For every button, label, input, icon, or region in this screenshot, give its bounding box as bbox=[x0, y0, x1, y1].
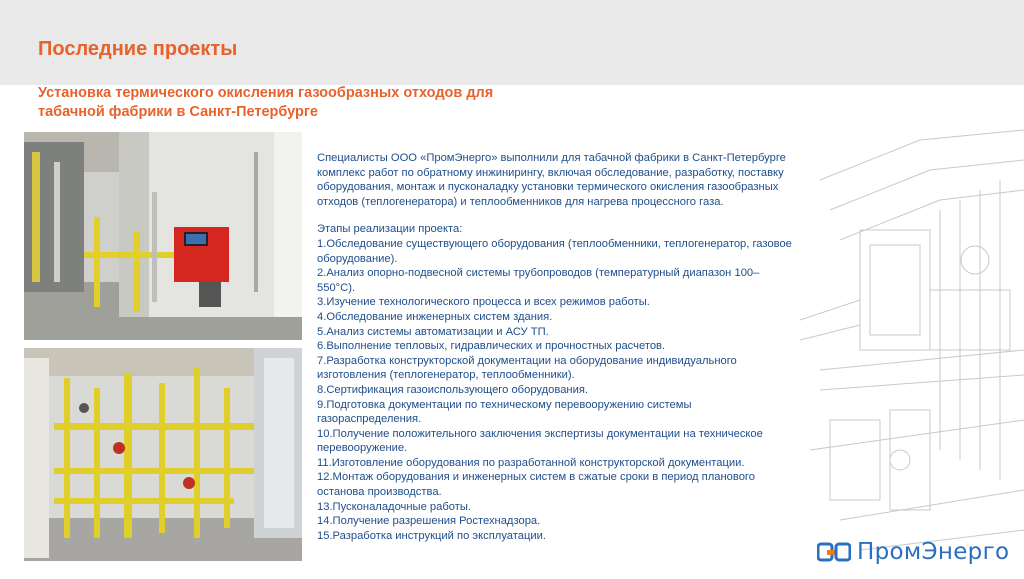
stage-item: 1.Обследование существующего оборудования (теплообменники, теплогенератор, газовое оборудование). bbox=[317, 237, 792, 265]
stage-item: 2.Анализ опорно-подвесной системы трубопроводов (температурный диапазон 100–550°С). bbox=[317, 267, 760, 294]
stage-item: 13.Пусконаладочные работы. bbox=[317, 500, 472, 513]
project-subtitle: Установка термического окисления газообразных отходов для табачной фабрики в Санкт-Петербурге bbox=[38, 85, 494, 120]
photo-gas-piping bbox=[24, 348, 302, 561]
stages-title: Этапы реализации проекта: bbox=[317, 223, 463, 236]
stage-item: 10.Получение положительного заключения экспертизы документации на техническое перевооружение. bbox=[317, 427, 763, 455]
stage-item: 3.Изучение технологического процесса и всех режимов работы. bbox=[317, 296, 650, 309]
stage-item: 14.Получение разрешения Ростехнадзора. bbox=[317, 515, 541, 528]
industrial-sketch-illustration bbox=[800, 120, 1024, 574]
stage-item: 8.Сертификация газоиспользующего оборудования. bbox=[317, 383, 589, 396]
stage-item: 6.Выполнение тепловых, гидравлических и прочностных расчетов. bbox=[317, 340, 666, 353]
stage-item: 9.Подготовка документации по техническому перевооружению системы газораспределения. bbox=[317, 398, 692, 426]
photo-thermal-generator bbox=[24, 132, 302, 340]
project-description bbox=[317, 151, 797, 543]
stage-item: 11.Изготовление оборудования по разработанной конструкторской документации. bbox=[317, 456, 745, 469]
page-title: Последние проекты bbox=[38, 38, 238, 60]
logo-text: ПромЭнерго bbox=[857, 539, 1010, 565]
stage-item: 15.Разработка инструкций по эксплуатации. bbox=[317, 529, 547, 542]
company-logo bbox=[817, 537, 1009, 567]
stages-list bbox=[317, 237, 797, 543]
stage-item: 5.Анализ системы автоматизации и АСУ ТП. bbox=[317, 325, 549, 338]
stage-item: 7.Разработка конструкторской документации на оборудование индивидуального изготовления (теплогенератор, теплообменники). bbox=[317, 354, 737, 382]
intro-paragraph: Специалисты ООО «ПромЭнерго» выполнили для табачной фабрики в Санкт-Петербурге комплекс работ по обратному инжинирингу, включая обследование, разработку, поставку оборудования, монтаж и пусконаладку установки термического окисления газообразных отходов (теплогенератора) и теплообменников для нагрева процессного газа. bbox=[317, 152, 786, 208]
stage-item: 12.Монтаж оборудования и инженерных систем в сжатые сроки в период планового останова производства. bbox=[317, 471, 755, 499]
stage-item: 4.Обследование инженерных систем здания. bbox=[317, 310, 553, 323]
promenergo-logo-icon bbox=[817, 541, 851, 563]
